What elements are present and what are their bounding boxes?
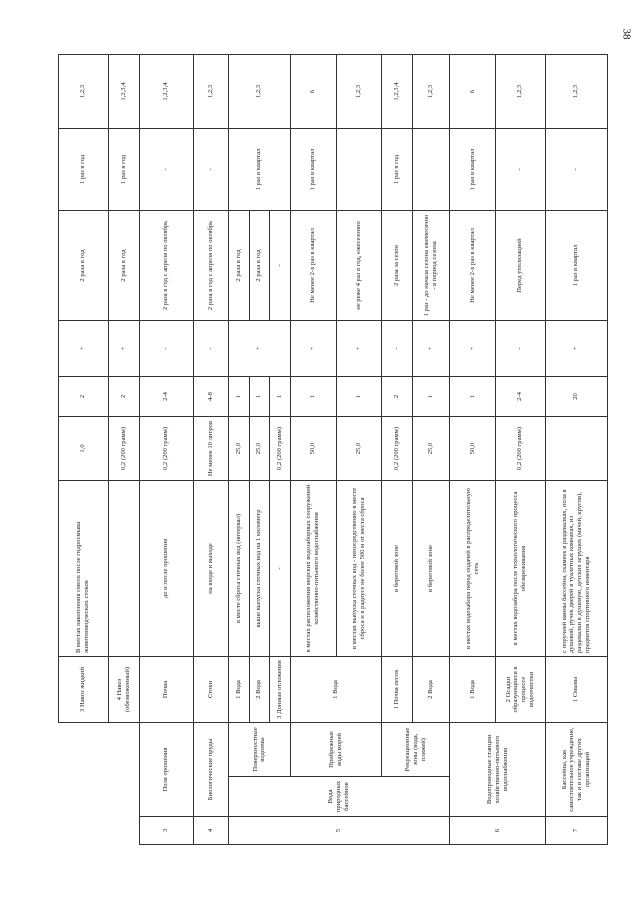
place-cell: выше выпуска сточных вод на 1 километр: [249, 481, 270, 657]
mark-cell: +: [290, 321, 336, 377]
freq-season-cell: 2 раза за сезон: [382, 211, 413, 321]
freq-season-cell: не реже 4 раз в год, ежесезонно: [336, 211, 382, 321]
samples-cell: 2: [382, 377, 413, 417]
samples-cell: 1: [290, 377, 336, 417]
freq-year-cell: 1 раз в квартал: [228, 129, 290, 211]
indicators-cell: 1,2,3: [193, 55, 228, 129]
freq-season-cell: 2 раза в год: [59, 211, 109, 321]
mark-cell: +: [108, 321, 139, 377]
object-cell: Почва: [139, 657, 193, 723]
freq-season-cell: Не менее 2-х раз в квартал: [450, 211, 496, 321]
table-row: [59, 55, 109, 845]
object-cell: 4 Навоз (обезвоженный): [108, 657, 139, 723]
place-cell: -: [270, 481, 291, 657]
mark-cell: +: [413, 321, 450, 377]
subcategory-cell: Рекреационные зоны (вода, пляжей): [382, 723, 450, 777]
volume-cell: 25,0: [249, 417, 270, 481]
object-cell: 2 Осадки образующиеся в процессе водоочистки: [496, 657, 546, 723]
volume-cell: 25,0: [336, 417, 382, 481]
volume-cell: 50,0: [450, 417, 496, 481]
freq-season-cell: 2 раза в год с апреля по октябрь: [139, 211, 193, 321]
object-cell: 1 Вода: [228, 657, 249, 723]
freq-year-cell: -: [139, 129, 193, 211]
table-row: [382, 55, 413, 845]
samples-cell: 2: [108, 377, 139, 417]
object-cell: 2 Вода: [249, 657, 270, 723]
volume-cell: [545, 417, 607, 481]
samples-cell: 1: [270, 377, 291, 417]
mark-cell: -: [193, 321, 228, 377]
freq-year-cell: -: [496, 129, 546, 211]
mark-cell: -: [139, 321, 193, 377]
volume-cell: Не менее 10 литров: [193, 417, 228, 481]
mark-cell: +: [545, 321, 607, 377]
table-row: [545, 55, 607, 845]
indicators-cell: 6: [290, 55, 336, 129]
table-row: [108, 55, 139, 845]
object-cell: 1 Вода: [450, 657, 496, 723]
indicators-cell: 1,2,3,4: [382, 55, 413, 129]
object-cell: 1 Вода: [290, 657, 381, 723]
table-row: [290, 55, 336, 845]
samples-cell: 1: [249, 377, 270, 417]
freq-season-cell: 2 раза в год: [228, 211, 249, 321]
freq-year-cell: 1 раз в год: [382, 129, 413, 211]
freq-year-cell: -: [545, 129, 607, 211]
samples-cell: 1: [450, 377, 496, 417]
indicators-cell: 1,2,3: [545, 55, 607, 129]
volume-cell: 50,0: [290, 417, 336, 481]
freq-season-cell: 1 раз - до начала сезона ежемесячно - в период сезона: [413, 211, 450, 321]
indicators-cell: 1,2,3: [496, 55, 546, 129]
place-cell: [108, 481, 139, 657]
samples-cell: 2-4: [496, 377, 546, 417]
subcategory-cell: Поверхностные водоемы: [228, 723, 290, 777]
place-cell: в местах расположения морских водозаборных сооружений хозяйственно-питьевого водоснабжения: [290, 481, 336, 657]
samples-cell: 20: [545, 377, 607, 417]
volume-cell: 0,2 (200 грамм): [270, 417, 291, 481]
volume-cell: 25,0: [228, 417, 249, 481]
place-cell: в месте сброса сточных вод (интервал): [228, 481, 249, 657]
freq-season-cell: 2 раза в год: [249, 211, 270, 321]
place-cell: с поручней ванны бассейна, скамеек в раздевалках, пола в душевой, ручек дверей в туалетных комнатах, из раздевалки в душевую, детских игрушек (мячей, кругов), предметов спортивного инвентаря: [545, 481, 607, 657]
object-cell: 1 Почва песок: [382, 657, 413, 723]
object-cell: 3 Донные отложения: [270, 657, 291, 723]
freq-year-cell: [413, 129, 450, 211]
row-number: 4: [193, 817, 228, 845]
row-number: 6: [450, 817, 545, 845]
object-cell: 2 Вода: [413, 657, 450, 723]
freq-season-cell: 2 раза в год с апреля по октябрь: [193, 211, 228, 321]
category-cell: Бассейны, как самостоятельное учреждение, так и в составе других организаций: [545, 723, 607, 817]
volume-cell: 0,2 (200 грамм): [496, 417, 546, 481]
category-cell: Водопроводные станции хозяйственно-питьевого водоснабжения: [450, 723, 545, 817]
freq-season-cell: Не менее 2-х раз в квартал: [290, 211, 336, 321]
freq-season-cell: -: [270, 211, 291, 321]
samples-cell: 1: [228, 377, 249, 417]
table-row: [228, 55, 249, 845]
freq-year-cell: 1 раз в квартал: [450, 129, 496, 211]
indicators-cell: 6: [450, 55, 496, 129]
samples-cell: 2: [59, 377, 109, 417]
table-row: [139, 55, 193, 845]
freq-year-cell: 1 раз в год: [108, 129, 139, 211]
sampling-table: [58, 54, 608, 845]
place-cell: в местах выпуска сточных вод - непосредственно в месте сброса и в радиусе не более 500 м от места сброса: [336, 481, 382, 657]
place-cell: в береговой зоне: [413, 481, 450, 657]
freq-season-cell: 2 раза в год: [108, 211, 139, 321]
samples-cell: 1: [336, 377, 382, 417]
indicators-cell: 1,2,3: [59, 55, 109, 129]
indicators-cell: 1,2,3: [336, 55, 382, 129]
category-cell: Вода природных бассейнов: [228, 777, 450, 817]
freq-year-cell: 1 раз в квартал: [290, 129, 336, 211]
category-cell: Биологические пруды: [193, 723, 228, 817]
place-cell: в местах водозабора после технологического процесса обезвреживания: [496, 481, 546, 657]
samples-cell: 2-4: [139, 377, 193, 417]
samples-cell: 4-8: [193, 377, 228, 417]
category-cell: Поля орошения: [139, 723, 193, 817]
place-cell: на входе и выходе: [193, 481, 228, 657]
indicators-cell: 1,2,3,4: [139, 55, 193, 129]
samples-cell: 1: [413, 377, 450, 417]
object-cell: 1 Смывы: [545, 657, 607, 723]
row-number: 7: [545, 817, 607, 845]
freq-year-cell: 1 раз в год: [59, 129, 109, 211]
mark-cell: -: [382, 321, 413, 377]
row-number: 3: [139, 817, 193, 845]
place-cell: В местах накопления смеси после гидросмыва животноводческих стоков: [59, 481, 109, 657]
indicators-cell: 1,2,3: [228, 55, 290, 129]
place-cell: в местах водозабора перед подачей в распределительную сеть: [450, 481, 496, 657]
freq-season-cell: 1 раз в квартал: [545, 211, 607, 321]
table-row: [450, 55, 496, 845]
volume-cell: 1,0: [59, 417, 109, 481]
volume-cell: 25,0: [413, 417, 450, 481]
mark-cell: +: [336, 321, 382, 377]
page-number: 38: [620, 28, 633, 40]
freq-year-cell: [336, 129, 382, 211]
mark-cell: -: [496, 321, 546, 377]
mark-cell: +: [59, 321, 109, 377]
subcategory-cell: Прибрежные воды морей: [290, 723, 381, 777]
volume-cell: 0,2 (200 грамм): [108, 417, 139, 481]
table-row: [193, 55, 228, 845]
place-cell: в береговой зоне: [382, 481, 413, 657]
row-number: 5: [228, 817, 450, 845]
indicators-cell: 1,2,3,4: [108, 55, 139, 129]
object-cell: Стоки: [193, 657, 228, 723]
place-cell: до и после орошения: [139, 481, 193, 657]
mark-cell: +: [450, 321, 496, 377]
object-cell: 3 Навоз жидкий: [59, 657, 109, 723]
mark-cell: +: [228, 321, 290, 377]
volume-cell: 0,2 (200 грамм): [139, 417, 193, 481]
indicators-cell: 1,2,3: [413, 55, 450, 129]
volume-cell: 0,2 (200 грамм): [382, 417, 413, 481]
freq-year-cell: -: [193, 129, 228, 211]
freq-season-cell: Перед утилизацией: [496, 211, 546, 321]
